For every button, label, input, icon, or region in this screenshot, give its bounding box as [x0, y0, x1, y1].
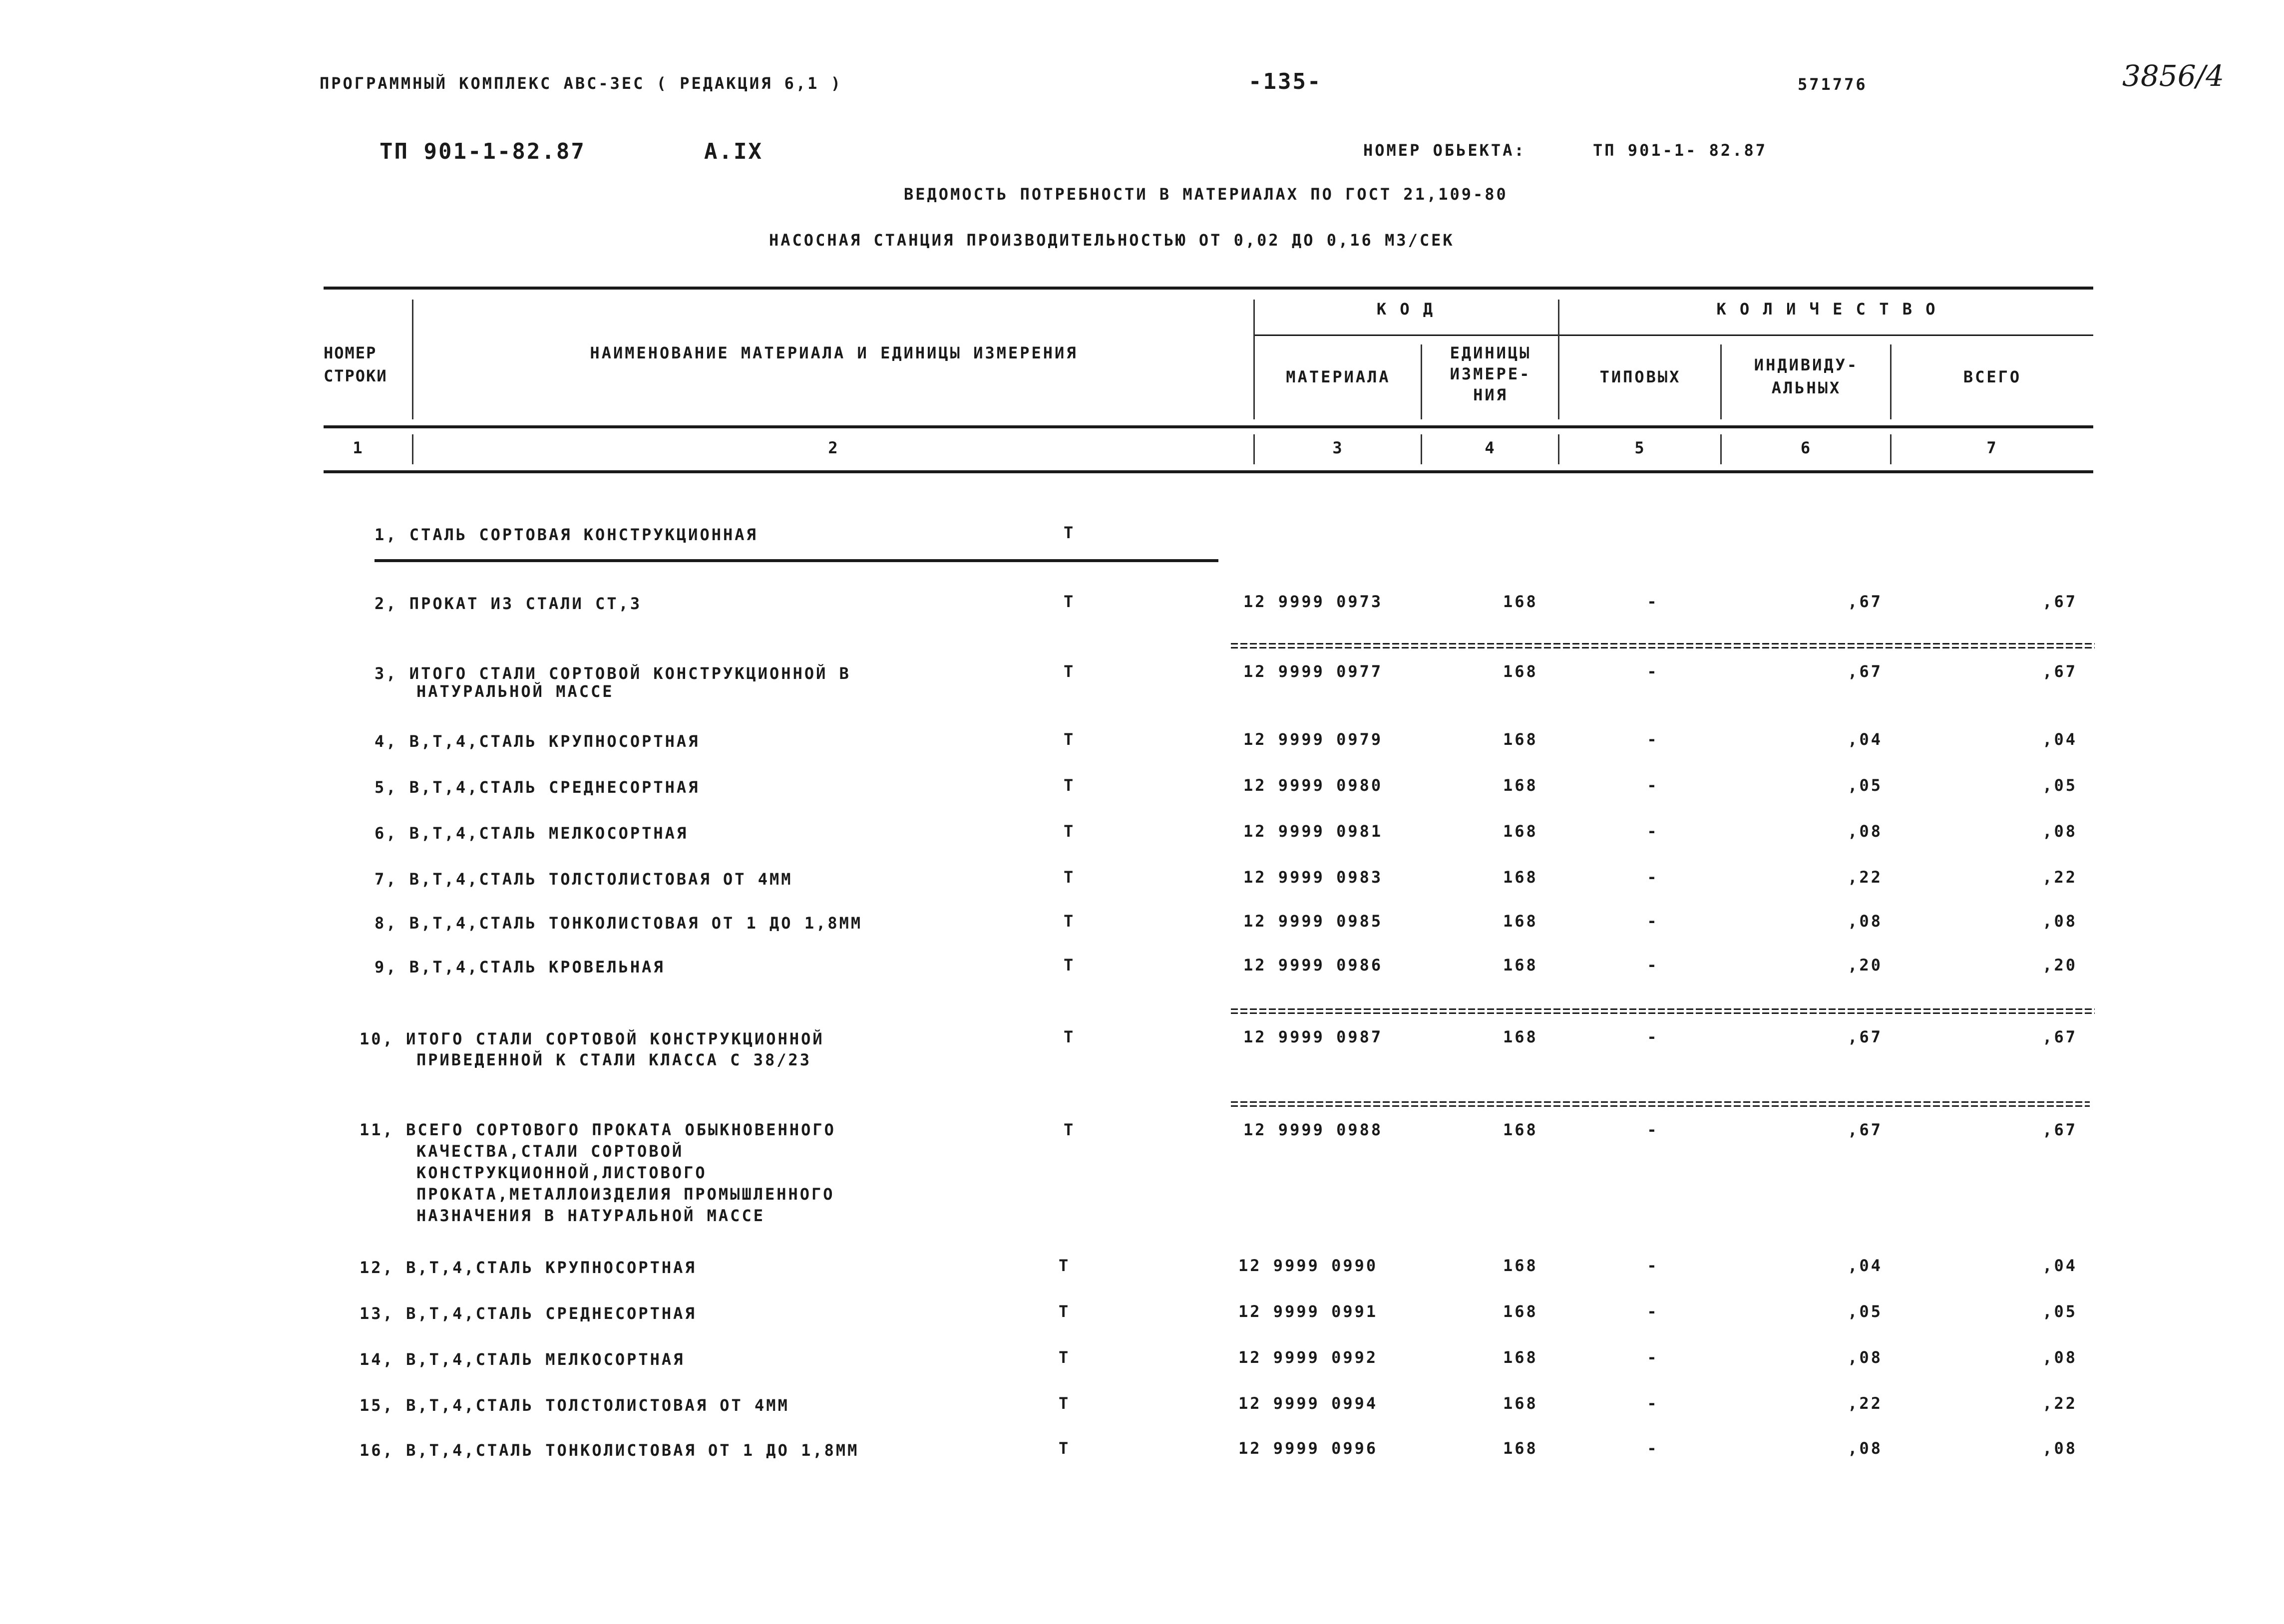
row-individual: ,22 — [1848, 868, 1883, 887]
row-unit: Т — [1064, 592, 1076, 611]
row-individual: ,67 — [1848, 592, 1883, 611]
row-individual: ,08 — [1848, 912, 1883, 931]
header-code-material: МАТЕРИАЛА — [1286, 367, 1391, 386]
row-unit: Т — [1064, 956, 1076, 974]
row-typical: - — [1647, 1120, 1659, 1139]
row-typical: - — [1647, 1027, 1659, 1046]
table-row: 15, В,Т,4,СТАЛЬ ТОЛСТОЛИСТОВАЯ ОТ 4ММ — [360, 1396, 789, 1415]
row-individual: ,67 — [1848, 662, 1883, 681]
row-typical: - — [1647, 776, 1659, 795]
row-typical: - — [1647, 956, 1659, 974]
object-value: ТП 901-1- 82.87 — [1593, 141, 1767, 160]
row-individual: ,22 — [1848, 1394, 1883, 1413]
row-unit: Т — [1064, 730, 1076, 749]
row-unit-code: 168 — [1503, 1027, 1538, 1046]
row-typical: - — [1647, 1394, 1659, 1413]
row-unit-code: 168 — [1503, 956, 1538, 974]
document-subtitle: НАСОСНАЯ СТАНЦИЯ ПРОИЗВОДИТЕЛЬНОСТЬЮ ОТ 0,02 ДО 0,16 М3/СЕК — [769, 231, 1455, 250]
row-unit: Т — [1059, 1348, 1071, 1367]
document-title: ВЕДОМОСТЬ ПОТРЕБНОСТИ В МАТЕРИАЛАХ ПО ГОСТ 21,109-80 — [904, 185, 1508, 204]
table-row: 9, В,Т,4,СТАЛЬ КРОВЕЛЬНАЯ — [375, 958, 665, 976]
row-typical: - — [1647, 1348, 1659, 1367]
row-unit-code: 168 — [1503, 592, 1538, 611]
row-typical: - — [1647, 912, 1659, 931]
row-code: 12 9999 0986 — [1243, 956, 1383, 974]
table-row: 2, ПРОКАТ ИЗ СТАЛИ СТ,3 — [375, 594, 642, 613]
row-total: ,05 — [2042, 1302, 2077, 1321]
row-typical: - — [1647, 592, 1659, 611]
row-unit-code: 168 — [1503, 1120, 1538, 1139]
row-individual: ,67 — [1848, 1120, 1883, 1139]
header-code: К О Д — [1376, 300, 1435, 319]
row-unit-code: 168 — [1503, 1256, 1538, 1275]
row-unit-code: 168 — [1503, 1394, 1538, 1413]
row-total: ,08 — [2042, 1348, 2077, 1367]
row-typical: - — [1647, 1302, 1659, 1321]
row-total: ,05 — [2042, 776, 2077, 795]
table-row: 3, ИТОГО СТАЛИ СОРТОВОЙ КОНСТРУКЦИОННОЙ В НАТУРАЛЬНОЙ МАССЕ — [375, 664, 851, 701]
row-unit: Т — [1064, 822, 1076, 841]
row-unit: Т — [1059, 1439, 1071, 1458]
table-row: 12, В,Т,4,СТАЛЬ КРУПНОСОРТНАЯ — [360, 1258, 697, 1277]
column-numbers-rule — [324, 470, 2093, 473]
table-row: 4, В,Т,4,СТАЛЬ КРУПНОСОРТНАЯ — [375, 732, 700, 751]
col-number-6: 6 — [1800, 438, 1813, 457]
row-unit: Т — [1064, 776, 1076, 795]
row-individual: ,04 — [1848, 1256, 1883, 1275]
row-total: ,67 — [2042, 1120, 2077, 1139]
page-number: -135- — [1248, 69, 1322, 94]
row-code: 12 9999 0987 — [1243, 1027, 1383, 1046]
row-unit-code: 168 — [1503, 1302, 1538, 1321]
table-row: 14, В,Т,4,СТАЛЬ МЕЛКОСОРТНАЯ — [360, 1350, 685, 1369]
row-code: 12 9999 0983 — [1243, 868, 1383, 887]
table-row: 10, ИТОГО СТАЛИ СОРТОВОЙ КОНСТРУКЦИОННОЙ ПРИВЕДЕННОЙ К СТАЛИ КЛАССА С 38/23 — [360, 1029, 824, 1069]
row-individual: ,05 — [1848, 776, 1883, 795]
header-qty-individual: ИНДИВИДУ- АЛЬНЫХ — [1754, 355, 1859, 397]
row-unit: Т — [1059, 1394, 1071, 1413]
row-code: 12 9999 0980 — [1243, 776, 1383, 795]
row-total: ,67 — [2042, 592, 2077, 611]
col-number-1: 1 — [353, 438, 365, 457]
section-underline — [375, 559, 1218, 562]
row-total: ,22 — [2042, 868, 2077, 887]
col-number-5: 5 — [1634, 438, 1646, 457]
row-unit: Т — [1059, 1256, 1071, 1275]
row-code: 12 9999 0977 — [1243, 662, 1383, 681]
row-unit: Т — [1059, 1302, 1071, 1321]
row-unit: Т — [1064, 523, 1076, 542]
row-typical: - — [1647, 662, 1659, 681]
row-individual: ,20 — [1848, 956, 1883, 974]
row-total: ,67 — [2042, 1027, 2077, 1046]
row-total: ,22 — [2042, 1394, 2077, 1413]
row-code: 12 9999 0985 — [1243, 912, 1383, 931]
header-code-unit: ЕДИНИЦЫ ИЗМЕРЕ- НИЯ — [1450, 343, 1531, 404]
row-unit: Т — [1064, 662, 1076, 681]
row-unit-code: 168 — [1503, 776, 1538, 795]
row-typical: - — [1647, 730, 1659, 749]
row-code: 12 9999 0979 — [1243, 730, 1383, 749]
row-code: 12 9999 0994 — [1238, 1394, 1378, 1413]
row-total: ,67 — [2042, 662, 2077, 681]
table-row: 7, В,Т,4,СТАЛЬ ТОЛСТОЛИСТОВАЯ ОТ 4ММ — [375, 870, 793, 889]
program-line: ПРОГРАММНЫЙ КОМПЛЕКС АВС-ЗЕС ( РЕДАКЦИЯ 6,1 ) — [320, 74, 842, 93]
row-typical: - — [1647, 1439, 1659, 1458]
double-rule — [1231, 1008, 2095, 1015]
row-code: 12 9999 0991 — [1238, 1302, 1378, 1321]
row-code: 12 9999 0996 — [1238, 1439, 1378, 1458]
header-mid-rule — [1253, 334, 2093, 336]
table-row: 6, В,Т,4,СТАЛЬ МЕЛКОСОРТНАЯ — [375, 824, 689, 843]
document-code: 571776 — [1798, 75, 1868, 94]
row-unit: Т — [1064, 1027, 1076, 1046]
row-individual: ,08 — [1848, 1348, 1883, 1367]
row-total: ,08 — [2042, 1439, 2077, 1458]
header-quantity: К О Л И Ч Е С Т В О — [1716, 300, 1937, 319]
double-rule — [1231, 643, 2095, 650]
row-unit-code: 168 — [1503, 662, 1538, 681]
col-number-4: 4 — [1485, 438, 1497, 457]
row-total: ,08 — [2042, 912, 2077, 931]
table-row: 13, В,Т,4,СТАЛЬ СРЕДНЕСОРТНАЯ — [360, 1304, 697, 1323]
header-top-rule — [324, 287, 2093, 290]
row-typical: - — [1647, 822, 1659, 841]
header-qty-typical: ТИПОВЫХ — [1599, 367, 1681, 386]
corner-handwritten-mark: 3856/4 — [2122, 59, 2225, 93]
table-row: 11, ВСЕГО СОРТОВОГО ПРОКАТА ОБЫКНОВЕННОГО КАЧЕСТВА,СТАЛИ СОРТОВОЙ КОНСТРУКЦИОННОЙ,ЛИСТОВОГО ПРОКАТА,МЕТАЛЛОИЗДЕЛИЯ ПРОМЫШЛЕННОГО НАЗНАЧЕНИЯ В НАТУРАЛЬНОЙ МАССЕ — [360, 1120, 836, 1225]
row-typical: - — [1647, 1256, 1659, 1275]
object-label: НОМЕР ОБЬЕКТА: — [1363, 141, 1526, 160]
row-individual: ,08 — [1848, 1439, 1883, 1458]
project-number: ТП 901-1-82.87 — [380, 139, 586, 164]
row-individual: ,04 — [1848, 730, 1883, 749]
header-row-number: НОМЕР СТРОКИ — [324, 343, 387, 385]
row-code: 12 9999 0981 — [1243, 822, 1383, 841]
row-unit-code: 168 — [1503, 868, 1538, 887]
table-row: 16, В,Т,4,СТАЛЬ ТОНКОЛИСТОВАЯ ОТ 1 ДО 1,8ММ — [360, 1441, 859, 1460]
row-code: 12 9999 0988 — [1243, 1120, 1383, 1139]
row-unit: Т — [1064, 1120, 1076, 1139]
row-typical: - — [1647, 868, 1659, 887]
row-code: 12 9999 0992 — [1238, 1348, 1378, 1367]
col-number-2: 2 — [828, 438, 840, 457]
table-row: 5, В,Т,4,СТАЛЬ СРЕДНЕСОРТНАЯ — [375, 778, 700, 797]
row-code: 12 9999 0973 — [1243, 592, 1383, 611]
row-code: 12 9999 0990 — [1238, 1256, 1378, 1275]
header-material-name: НАИМЕНОВАНИЕ МАТЕРИАЛА И ЕДИНИЦЫ ИЗМЕРЕНИЯ — [590, 343, 1078, 362]
row-individual: ,08 — [1848, 822, 1883, 841]
row-unit-code: 168 — [1503, 730, 1538, 749]
row-unit-code: 168 — [1503, 912, 1538, 931]
row-total: ,20 — [2042, 956, 2077, 974]
header-bottom-rule — [324, 425, 2093, 428]
row-unit: Т — [1064, 868, 1076, 887]
header-qty-total: ВСЕГО — [1963, 367, 2022, 386]
col-number-3: 3 — [1332, 438, 1344, 457]
col-number-7: 7 — [1986, 438, 1998, 457]
row-total: ,04 — [2042, 1256, 2077, 1275]
row-unit-code: 168 — [1503, 1439, 1538, 1458]
row-unit-code: 168 — [1503, 1348, 1538, 1367]
row-total: ,08 — [2042, 822, 2077, 841]
album-number: А.IX — [704, 139, 763, 164]
row-unit-code: 168 — [1503, 822, 1538, 841]
table-row: 1, СТАЛЬ СОРТОВАЯ КОНСТРУКЦИОННАЯ — [375, 525, 758, 544]
row-individual: ,67 — [1848, 1027, 1883, 1046]
row-individual: ,05 — [1848, 1302, 1883, 1321]
double-rule — [1231, 1101, 2090, 1108]
table-row: 8, В,Т,4,СТАЛЬ ТОНКОЛИСТОВАЯ ОТ 1 ДО 1,8ММ — [375, 914, 863, 933]
row-total: ,04 — [2042, 730, 2077, 749]
row-unit: Т — [1064, 912, 1076, 931]
